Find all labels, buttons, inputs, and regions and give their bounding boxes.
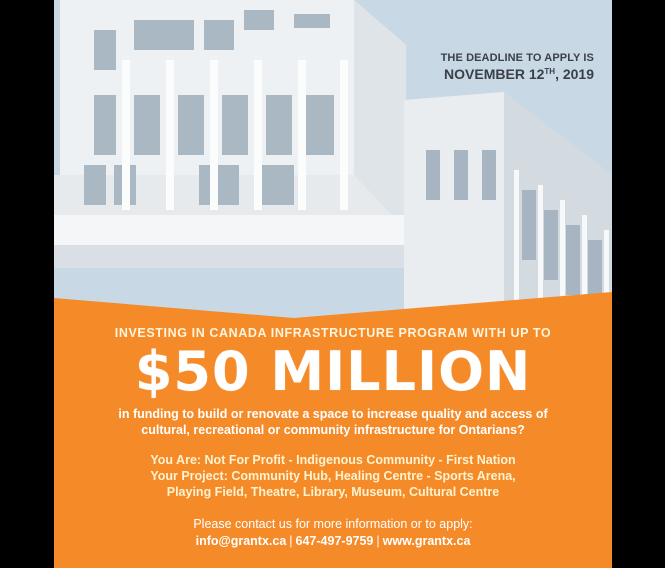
funding-amount: $50 MILLION <box>134 340 532 403</box>
deadline-label: THE DEADLINE TO APPLY IS <box>440 52 594 64</box>
website-link[interactable]: www.grantx.ca <box>382 534 471 548</box>
program-headline: INVESTING IN CANADA INFRASTRUCTURE PROGRAM WITH UP TO <box>114 326 552 340</box>
profile-line-project-cont: Playing Field, Theatre, Library, Museum, Cultural Centre <box>166 485 500 499</box>
deadline-month-day: NOVEMBER 12 <box>444 66 545 82</box>
profile-line-project: Your Project: Community Hub, Healing Centre - Sports Arena, <box>150 469 516 483</box>
phone-number[interactable]: 647-497-9759 <box>295 534 374 548</box>
contact-info <box>54 516 612 550</box>
email-link[interactable]: info@grantx.ca <box>195 534 287 548</box>
deadline-year: , 2019 <box>555 66 594 82</box>
description-line: cultural, recreational or community infrastructure for Ontarians? <box>141 423 525 437</box>
separator: | <box>376 534 380 548</box>
description-line: in funding to build or renovate a space to increase quality and access of <box>118 407 548 421</box>
separator: | <box>289 534 293 548</box>
profile-line-you-are: You Are: Not For Profit - Indigenous Community - First Nation <box>150 453 516 467</box>
banner-content <box>54 326 612 550</box>
deadline-suffix: TH <box>544 67 556 76</box>
contact-intro: Please contact us for more information or to apply: <box>193 517 473 531</box>
poster <box>54 0 612 568</box>
eligibility-profile <box>54 452 612 500</box>
contact-links <box>54 533 612 550</box>
funding-description <box>54 406 612 438</box>
